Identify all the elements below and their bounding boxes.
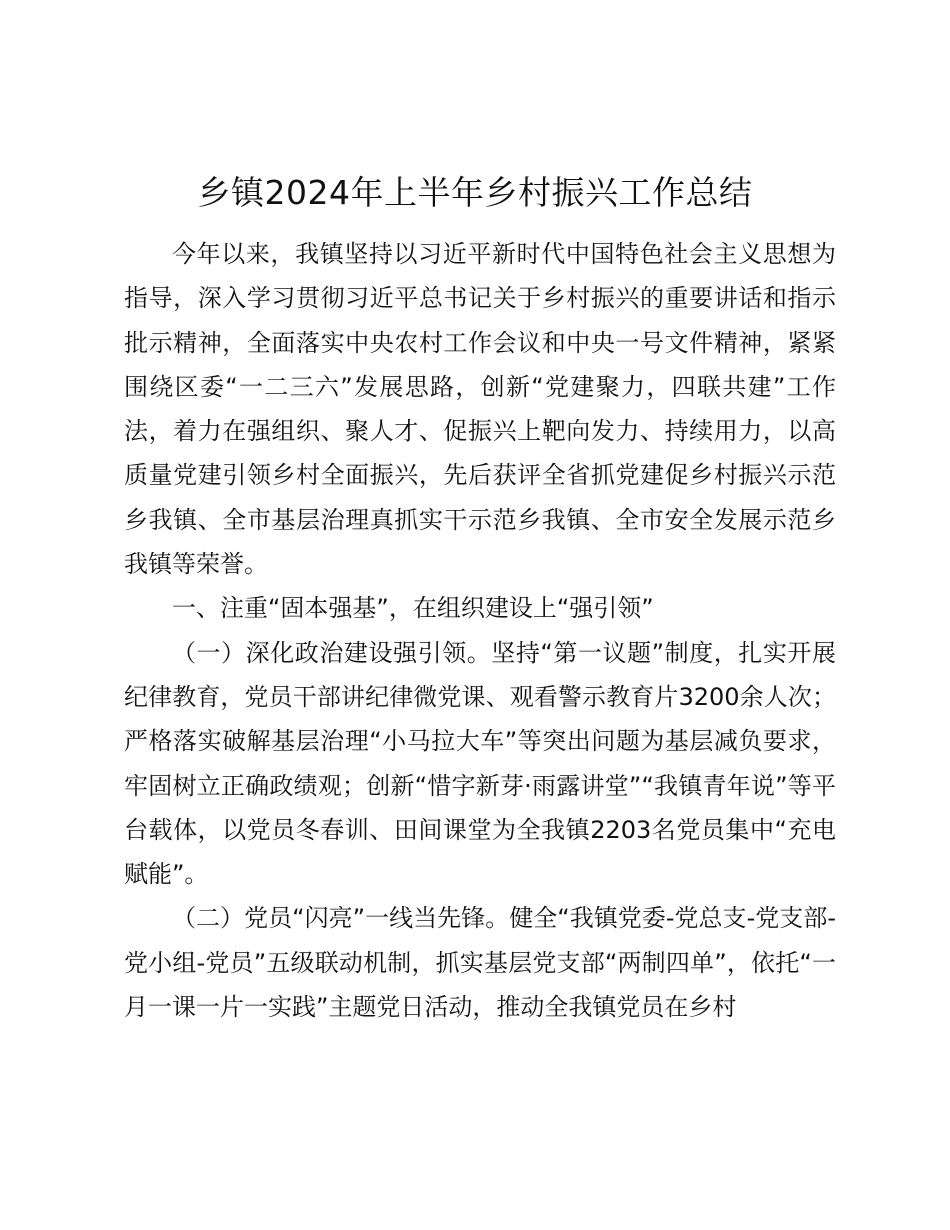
body-paragraph: （二）党员“闪亮”一线当先锋。健全“我镇党委-党总支-党支部-党小组-党员”五级联动机制，抓实基层党支部“两制四单”，依托“一月一课一片一实践”主题党日活动，推动全我镇党员在乡村 (124, 904, 836, 1022)
document-body (124, 232, 836, 1029)
body-paragraph: （一）深化政治建设强引领。坚持“第一议题”制度，扎实开展纪律教育，党员干部讲纪律微党课、观看警示教育片3200余人次；严格落实破解基层治理“小马拉大车”等突出问题为基层减负要求，牢固树立正确政绩观；创新“惜字新芽·雨露讲堂”“我镇青年说”等平台载体，以党员冬春训、田间课堂为全我镇2203名党员集中“充电赋能”。 (124, 638, 836, 889)
document-title: 乡镇2024年上半年乡村振兴工作总结 (197, 173, 753, 212)
section-heading: 一、注重“固本强基”，在组织建设上“强引领” (172, 594, 654, 623)
intro-paragraph: 今年以来，我镇坚持以习近平新时代中国特色社会主义思想为指导，深入学习贯彻习近平总书记关于乡村振兴的重要讲话和指示批示精神，全面落实中央农村工作会议和中央一号文件精神，紧紧围绕区委“一二三六”发展思路，创新“党建聚力，四联共建”工作法，着力在强组织、聚人才、促振兴上靶向发力、持续用力，以高质量党建引领乡村全面振兴，先后获评全省抓党建促乡村振兴示范乡我镇、全市基层治理真抓实干示范乡我镇、全市安全发展示范乡我镇等荣誉。 (124, 240, 836, 579)
